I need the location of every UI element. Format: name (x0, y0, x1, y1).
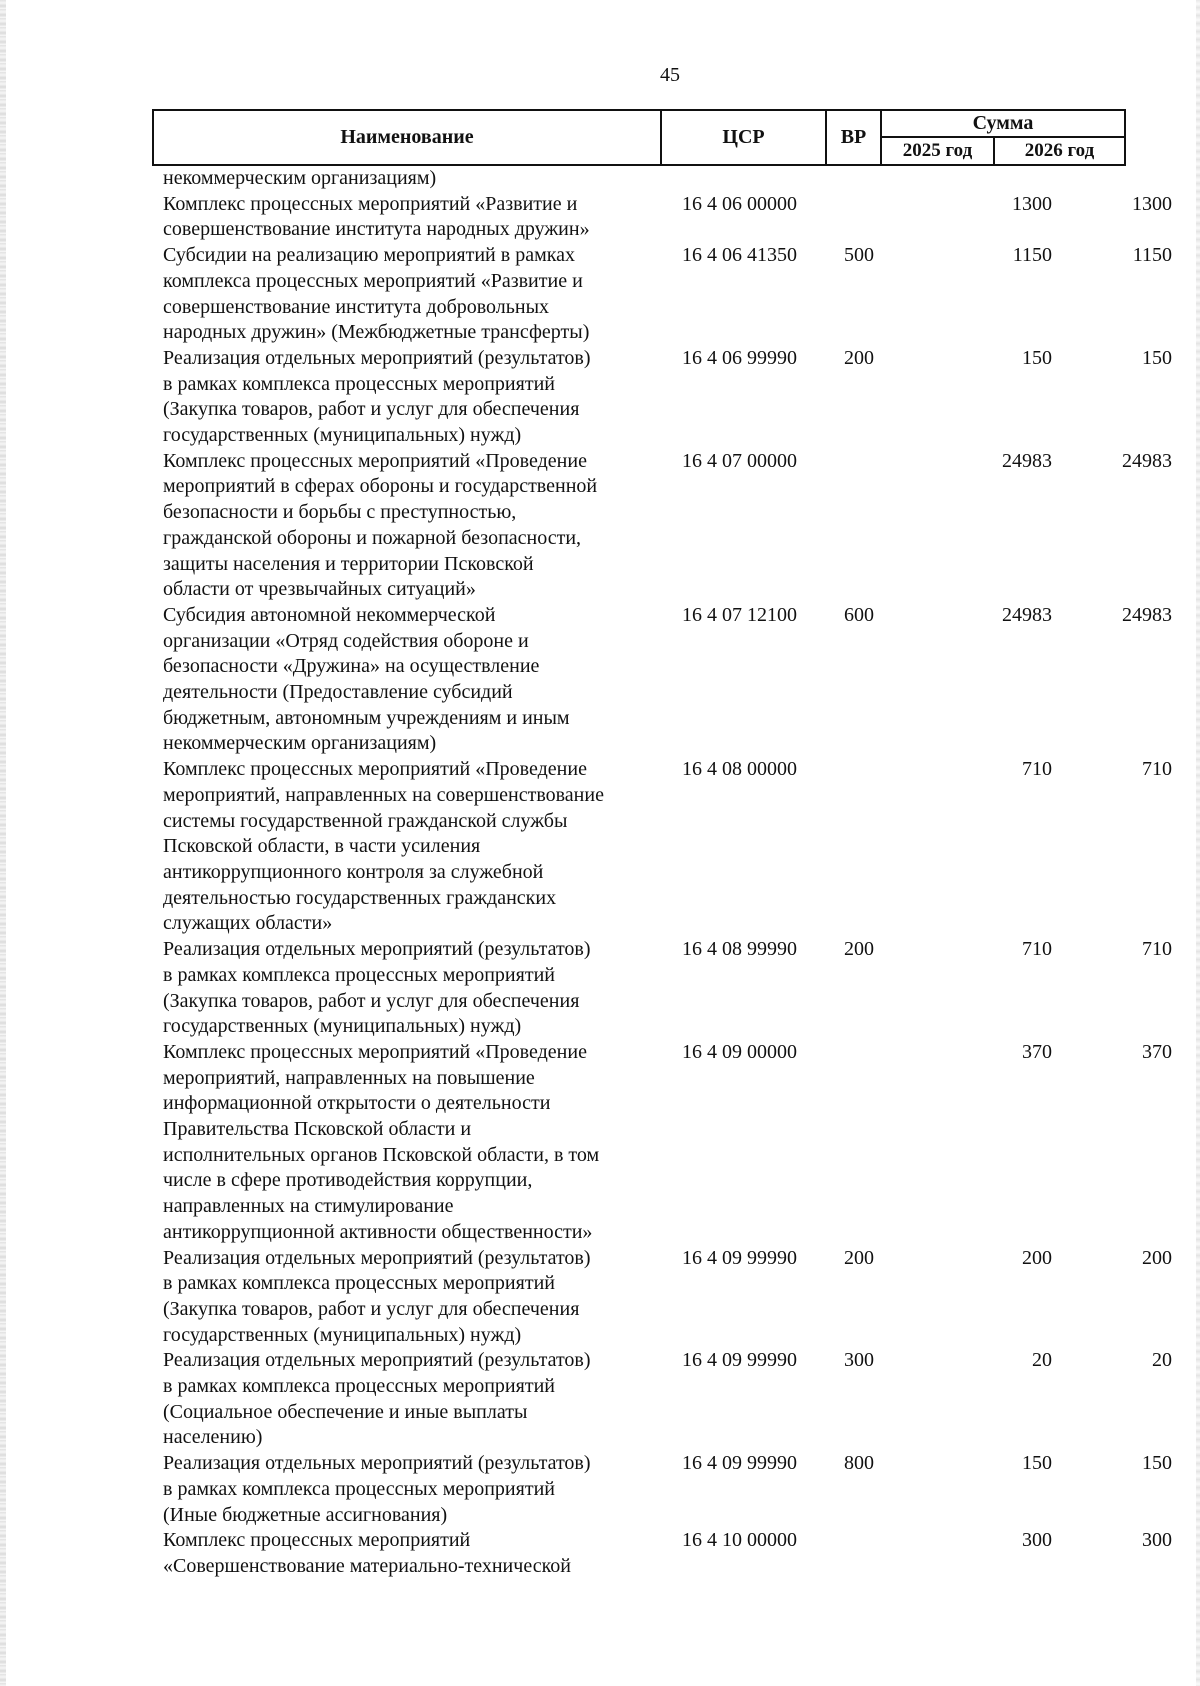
table-row (152, 346, 1172, 449)
row-name: Реализация отдельных мероприятий (результатов) в рамках комплекса процессных мероприятий (Иные бюджетные ассигнования) (163, 1452, 591, 1526)
row-sum-2025: 300 (1022, 1529, 1052, 1552)
row-vr: 600 (844, 603, 874, 626)
row-csr: 16 4 08 00000 (682, 758, 797, 781)
row-name: Реализация отдельных мероприятий (результатов) в рамках комплекса процессных мероприятий (Закупка товаров, работ и услуг для обеспечения государственных (муниципальных) нужд) (163, 938, 591, 1038)
row-csr: 16 4 09 00000 (682, 1040, 797, 1063)
table-row (152, 1040, 1172, 1246)
row-name: Комплекс процессных мероприятий «Проведение мероприятий, направленных на совершенствование системы государственной гражданской службы Псковской области, в части усиления антикоррупционного контроля за служебной деятельностью государственных гражданских служащих области» (163, 758, 604, 935)
row-vr: 200 (844, 938, 874, 961)
table-row (152, 1348, 1172, 1451)
row-csr: 16 4 10 00000 (682, 1529, 797, 1552)
row-csr: 16 4 09 99990 (682, 1246, 797, 1269)
row-vr: 300 (844, 1349, 874, 1372)
row-sum-2026: 300 (1142, 1529, 1172, 1552)
scan-edge-right (1196, 0, 1200, 1686)
header-year-2026: 2026 год (994, 137, 1125, 165)
row-sum-2025: 150 (1022, 346, 1052, 369)
row-sum-2025: 1150 (1012, 244, 1052, 267)
row-csr: 16 4 07 00000 (682, 449, 797, 472)
row-sum-2025: 24983 (1002, 603, 1052, 626)
row-sum-2026: 1300 (1132, 192, 1172, 215)
row-sum-2025: 710 (1022, 938, 1052, 961)
row-csr: 16 4 06 41350 (682, 244, 797, 267)
table-row (152, 449, 1172, 603)
row-vr: 200 (844, 1246, 874, 1269)
header-year-2025: 2025 год (881, 137, 994, 165)
row-sum-2026: 24983 (1122, 449, 1172, 472)
row-csr: 16 4 08 99990 (682, 938, 797, 961)
table-row (152, 166, 1124, 192)
table-row (152, 1451, 1172, 1528)
row-name: Комплекс процессных мероприятий «Проведение мероприятий, направленных на повышение информационной открытости о деятельности Правительства Псковской области и исполнительных органов Псковской области, в том числе в сфере противодействия коррупции, направленных на стимулирование антикоррупционной активности общественности» (163, 1040, 600, 1243)
row-sum-2026: 370 (1142, 1040, 1172, 1063)
header-name: Наименование (153, 110, 661, 165)
row-name: Комплекс процессных мероприятий «Совершенствование материально-технической (163, 1529, 571, 1577)
scan-edge-left (0, 0, 6, 1686)
row-csr: 16 4 09 99990 (682, 1349, 797, 1372)
row-name: Реализация отдельных мероприятий (результатов) в рамках комплекса процессных мероприятий (Закупка товаров, работ и услуг для обеспечения государственных (муниципальных) нужд) (163, 346, 591, 447)
header-sum: Сумма (881, 110, 1125, 137)
table-header (152, 109, 1124, 166)
row-csr: 16 4 06 00000 (682, 192, 797, 215)
header-table (152, 109, 1126, 166)
row-name: Реализация отдельных мероприятий (результатов) в рамках комплекса процессных мероприятий (Социальное обеспечение и иные выплаты населению) (163, 1349, 591, 1449)
row-sum-2025: 370 (1022, 1040, 1052, 1063)
row-sum-2026: 20 (1152, 1349, 1172, 1372)
row-sum-2025: 20 (1032, 1349, 1052, 1372)
row-sum-2025: 150 (1022, 1452, 1052, 1475)
row-name: Субсидия автономной некоммерческой организации «Отряд содействия обороне и безопасности «Дружина» на осуществление деятельности (Предоставление субсидий бюджетным, автономным учреждениям и иным некоммерческим организациям) (163, 603, 570, 755)
row-vr: 200 (844, 346, 874, 369)
row-name: Реализация отдельных мероприятий (результатов) в рамках комплекса процессных мероприятий (Закупка товаров, работ и услуг для обеспечения государственных (муниципальных) нужд) (163, 1246, 591, 1346)
row-sum-2025: 710 (1022, 758, 1052, 781)
page-number: 45 (660, 64, 680, 86)
header-vr: ВР (826, 110, 881, 165)
row-sum-2026: 200 (1142, 1246, 1172, 1269)
table-body (152, 166, 1172, 1580)
row-name: некоммерческим организациям) (163, 167, 437, 189)
table-row (152, 757, 1172, 937)
row-sum-2025: 24983 (1002, 449, 1052, 472)
row-sum-2026: 710 (1142, 758, 1172, 781)
row-csr: 16 4 06 99990 (682, 346, 797, 369)
row-csr: 16 4 07 12100 (682, 603, 797, 626)
row-vr: 500 (844, 244, 874, 267)
table-row (152, 937, 1172, 1040)
row-name: Комплекс процессных мероприятий «Проведение мероприятий в сферах обороны и государственной безопасности и борьбы с преступностью, гражданской обороны и пожарной безопасности, защиты населения и территории Псковской области от чрезвычайных ситуаций» (163, 449, 598, 601)
row-csr: 16 4 09 99990 (682, 1452, 797, 1475)
row-sum-2026: 24983 (1122, 603, 1172, 626)
table-row (152, 1528, 1172, 1579)
row-name: Комплекс процессных мероприятий «Развитие и совершенствование института народных дружин» (163, 192, 590, 241)
row-sum-2026: 150 (1142, 346, 1172, 369)
row-sum-2026: 1150 (1132, 244, 1172, 267)
table-row (152, 1246, 1172, 1349)
row-sum-2025: 200 (1022, 1246, 1052, 1269)
row-vr: 800 (844, 1452, 874, 1475)
table-row (152, 192, 1172, 243)
row-sum-2026: 710 (1142, 938, 1172, 961)
table-row (152, 243, 1172, 346)
table-row (152, 603, 1172, 757)
row-sum-2026: 150 (1142, 1452, 1172, 1475)
header-csr: ЦСР (661, 110, 826, 165)
row-name: Субсидии на реализацию мероприятий в рамках комплекса процессных мероприятий «Развитие и совершенствование института добровольных народных дружин» (Межбюджетные трансферты) (163, 244, 590, 344)
row-sum-2025: 1300 (1012, 192, 1052, 215)
